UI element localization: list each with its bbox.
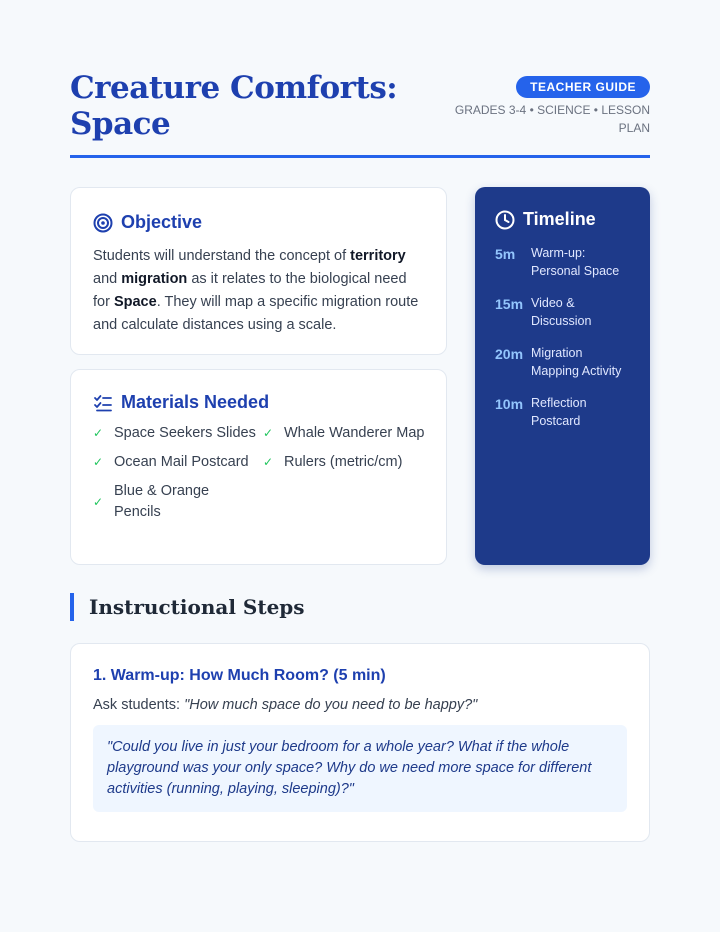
objective-heading — [93, 212, 424, 233]
check-icon: ✓ — [263, 426, 274, 440]
objective-card — [70, 187, 447, 355]
timeline-duration: 15m — [495, 296, 524, 312]
timeline-title: Timeline — [523, 209, 596, 229]
check-icon: ✓ — [263, 455, 274, 469]
lesson-header — [70, 70, 650, 160]
timeline-activity: Warm-up: Personal Space — [531, 246, 620, 278]
timeline-activity: Video & Discussion — [531, 296, 592, 328]
material-item: ✓ Blue & Orange Pencils — [93, 483, 210, 520]
timeline-activity: Migration Mapping Activity — [531, 346, 622, 378]
materials-title: Materials Needed — [121, 392, 270, 412]
timeline-list — [495, 244, 630, 430]
materials-card — [70, 369, 447, 565]
material-item: ✓ Rulers (metric/cm) — [263, 452, 433, 473]
material-item: ✓ Space Seekers Slides — [93, 423, 263, 444]
clock-icon — [495, 210, 515, 230]
discussion-quote: "Could you live in just your bedroom for a whole year? What if the whole playground was your only space? Why do we need more space for different activities (running, playing, sleeping)?" — [93, 725, 627, 812]
checklist-icon — [93, 393, 113, 413]
teacher-guide-badge: TEACHER GUIDE — [516, 76, 650, 98]
timeline-heading — [495, 209, 630, 230]
step-prompt: Ask students: "How much space do you need to be happy?" — [93, 697, 478, 713]
lesson-meta: GRADES 3-4 • SCIENCE • LESSON PLAN — [454, 103, 650, 135]
target-icon — [93, 213, 113, 233]
timeline-duration: 10m — [495, 396, 524, 412]
timeline-activity: Reflection Postcard — [531, 396, 587, 428]
timeline-row — [495, 244, 630, 280]
step-title: 1. Warm-up: How Much Room? (5 min) — [93, 667, 386, 684]
materials-list — [93, 423, 424, 523]
materials-heading — [93, 392, 424, 413]
material-item: ✓ Ocean Mail Postcard — [93, 452, 263, 473]
step-card — [70, 643, 650, 842]
check-icon: ✓ — [93, 455, 104, 469]
material-item: ✓ Whale Wanderer Map — [263, 423, 433, 444]
section-heading: Instructional Steps — [70, 593, 305, 621]
objective-title: Objective — [121, 212, 203, 232]
page-title: Creature Comforts: Space — [70, 70, 398, 142]
timeline-duration: 5m — [495, 246, 516, 262]
timeline-panel — [475, 187, 650, 565]
timeline-row — [495, 394, 630, 430]
objective-text: Students will understand the concept of territory and migration as it relates to the biological need for Space. They will map a specific migration route and calculate distances using a scale. — [93, 248, 419, 333]
check-icon: ✓ — [93, 494, 104, 509]
timeline-duration: 20m — [495, 346, 524, 362]
check-icon: ✓ — [93, 426, 104, 440]
header-divider — [70, 155, 650, 158]
timeline-row — [495, 344, 630, 380]
timeline-row — [495, 294, 630, 330]
